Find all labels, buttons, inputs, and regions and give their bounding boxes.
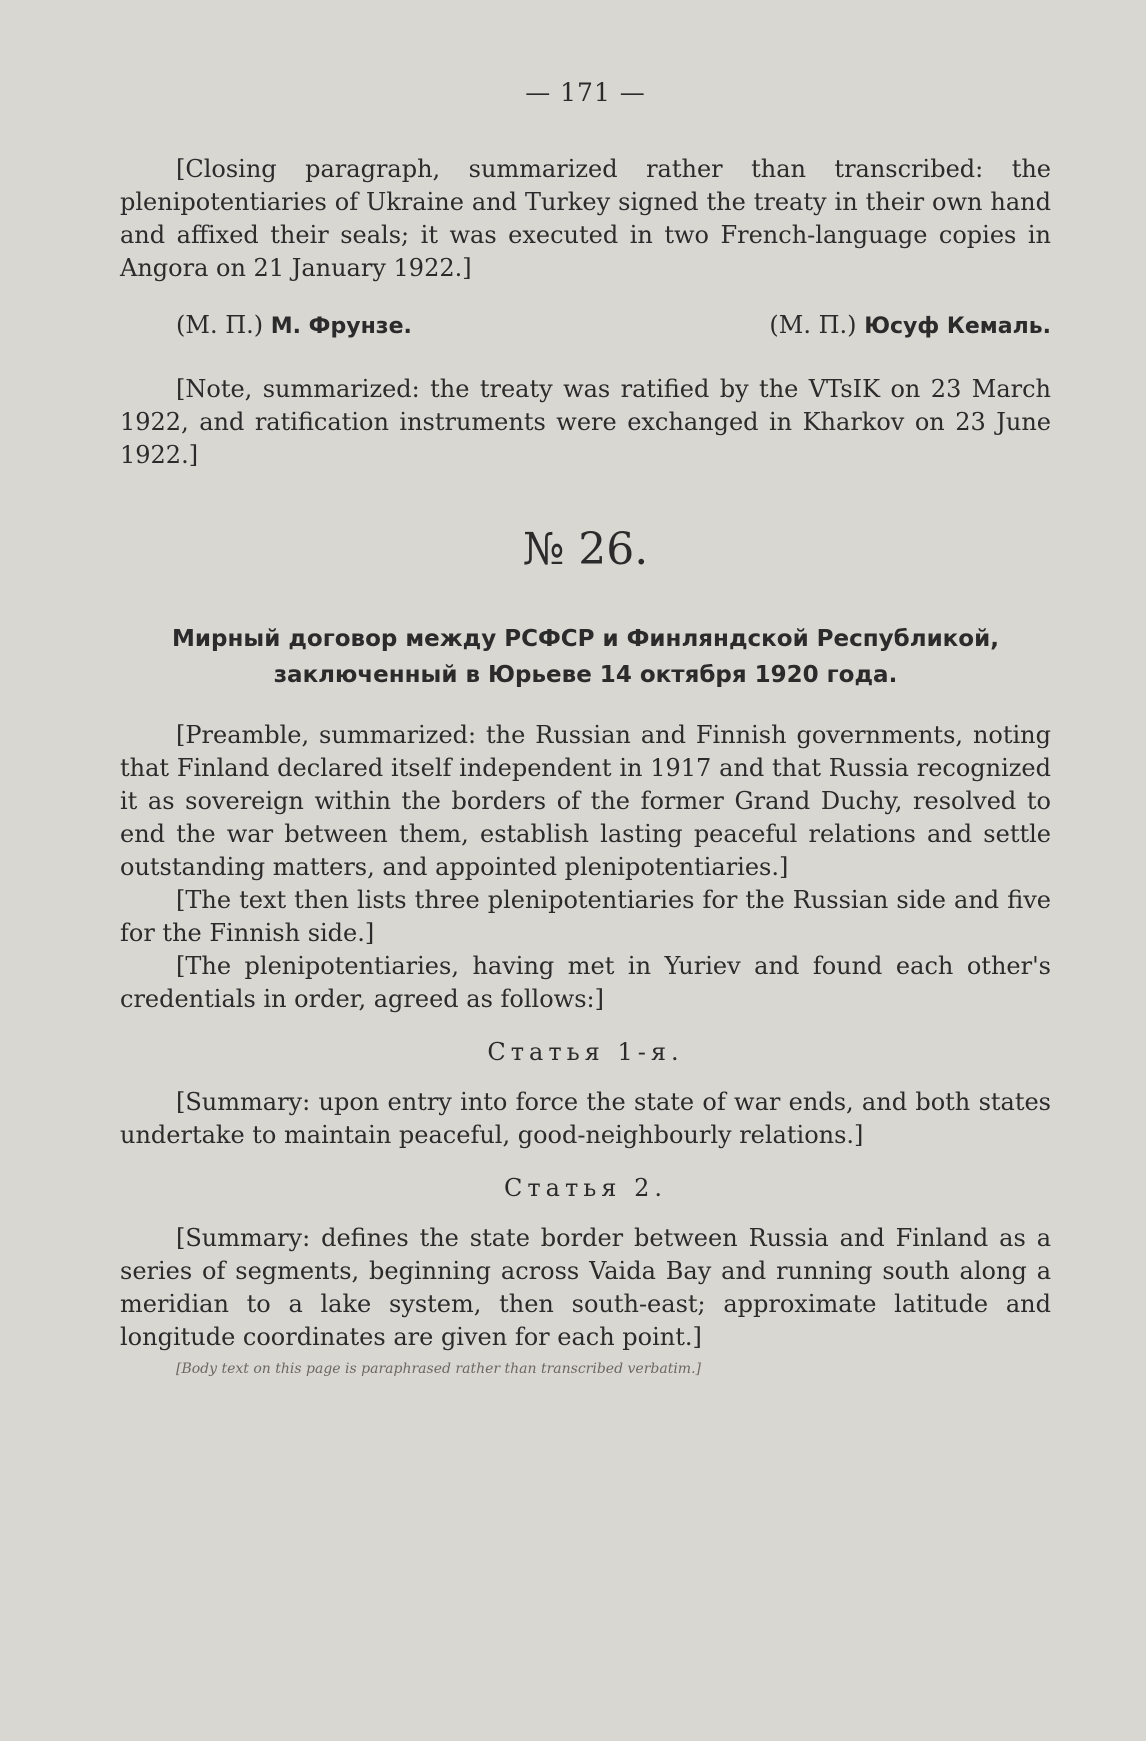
article-summary: [Summary: upon entry into force the state of war ends, and both states undertake to maintain peaceful, good-neighbourly relations.]: [120, 1088, 1051, 1149]
article-summary: [Summary: defines the state border between Russia and Finland as a series of segments, beginning across Vaida Bay and running south along a meridian to a lake system, then south-east; approximate latitude and longitude coordinates are given for each point.]: [120, 1224, 1051, 1351]
article-heading: Статья 2.: [504, 1174, 667, 1202]
signature-right: [769, 311, 1051, 339]
article-heading: Статья 1-я.: [487, 1038, 684, 1066]
preamble-summary: [Preamble, summarized: the Russian and Finnish governments, noting that Finland declared itself independent in 1917 and that Russia recognized it as sovereign within the borders of the former Grand Duchy, resolved to end the war between them, establish lasting peaceful relations and settle outstanding matters, and appointed plenipotentiaries.]: [120, 721, 1051, 881]
signature-left: [176, 311, 412, 339]
credentials-summary: [The plenipotentiaries, having met in Yuriev and found each other's credentials in order, agreed as follows:]: [120, 952, 1051, 1013]
seal-mark: (М. П.): [769, 311, 857, 339]
closing-summary: [Closing paragraph, summarized rather than transcribed: the plenipotentiaries of Ukraine and Turkey signed the treaty in their own hand and affixed their seals; it was executed in two French-language copies in Angora on 21 January 1922.]: [120, 155, 1051, 282]
signatory-name: М. Фрунзе.: [270, 314, 412, 339]
delegates-summary: [The text then lists three plenipotentiaries for the Russian side and five for the Finnish side.]: [120, 886, 1051, 947]
transcription-note: [Body text on this page is paraphrased rather than transcribed verbatim.]: [176, 1361, 701, 1377]
signatory-name: Юсуф Кемаль.: [864, 314, 1051, 339]
page-number: — 171 —: [525, 78, 646, 107]
document-number: № 26.: [522, 524, 649, 575]
seal-mark: (М. П.): [176, 311, 264, 339]
ratification-summary: [Note, summarized: the treaty was ratified by the VTsIK on 23 March 1922, and ratification instruments were exchanged in Kharkov on 23 June 1922.]: [120, 375, 1051, 469]
treaty-title: Мирный договор между РСФСР и Финляндской Республикой, заключенный в Юрьеве 14 октября 1920 года.: [172, 626, 999, 688]
signature-block: [176, 311, 1051, 339]
